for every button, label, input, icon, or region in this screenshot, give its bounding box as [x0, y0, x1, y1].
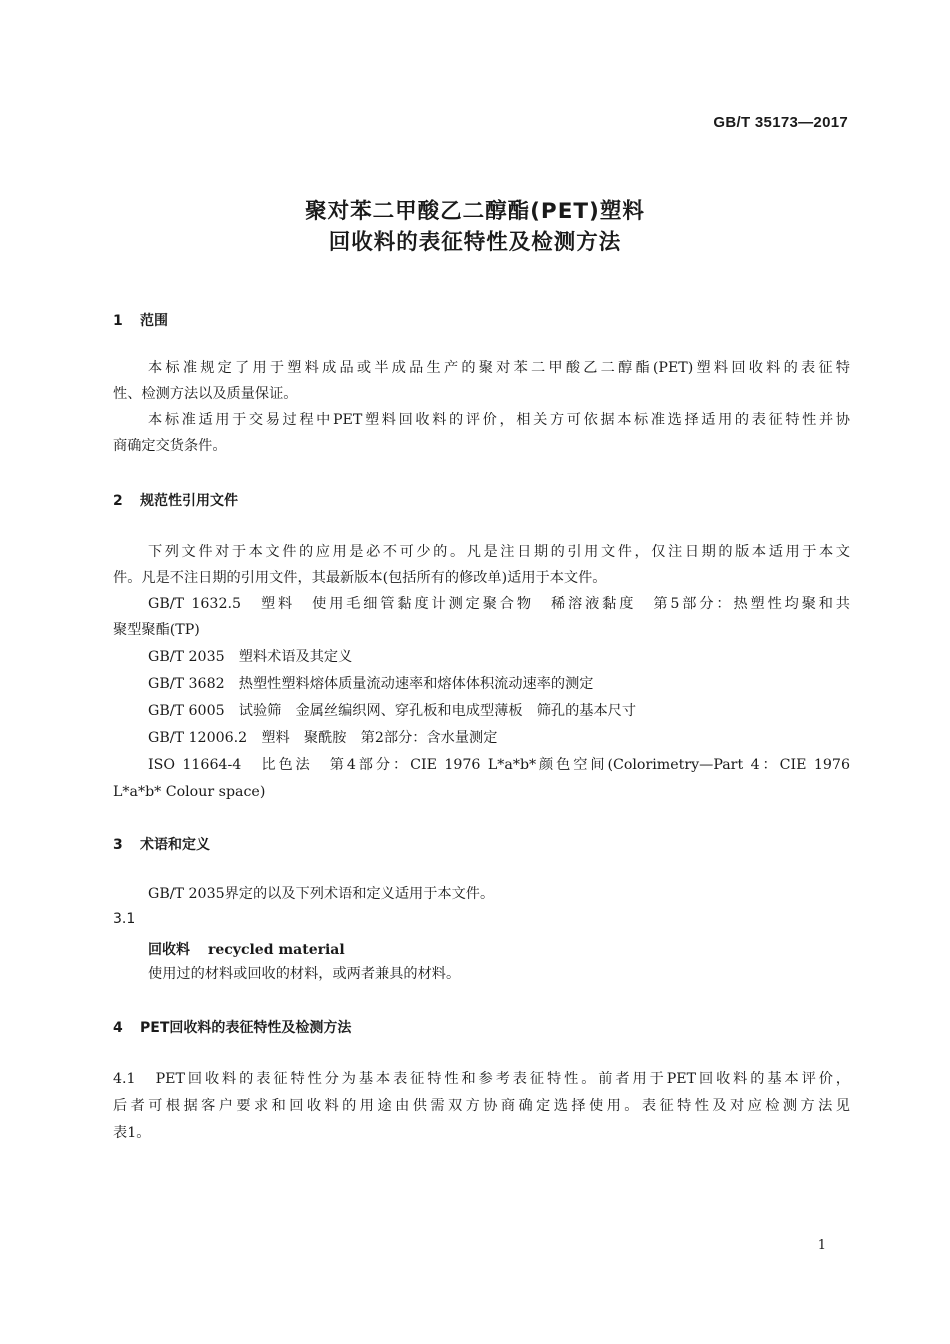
paragraph-line: 性、检测方法以及质量保证。 [113, 386, 298, 402]
section-3-heading [113, 834, 210, 854]
page-number: 1 [817, 1238, 826, 1253]
term-definition: 使用过的材料或回收的材料，或两者兼具的材料。 [148, 966, 461, 982]
reference-line: GB/T 12006.2 塑料 聚酰胺 第2部分：含水量测定 [148, 730, 498, 746]
section-number: 4 [113, 1020, 123, 1036]
paragraph-line: 4.1 PET回收料的表征特性分为基本表征特性和参考表征特性。前者用于PET回收料的基本评价， [113, 1071, 850, 1087]
term-entry [148, 939, 345, 959]
section-title: 规范性引用文件 [140, 493, 238, 509]
document-title [0, 196, 950, 258]
term-english: recycled material [208, 942, 345, 958]
reference-line: ISO 11664-4 比色法 第4部分：CIE 1976 L*a*b*颜色空间(Colorimetry—Part 4：CIE 1976 [148, 757, 850, 773]
section-title: 术语和定义 [140, 837, 210, 853]
reference-line: GB/T 3682 热塑性塑料熔体质量流动速率和熔体体积流动速率的测定 [148, 676, 594, 692]
title-line-2: 回收料的表征特性及检测方法 [328, 230, 622, 255]
section-2-heading [113, 490, 238, 510]
section-number: 2 [113, 493, 123, 509]
reference-line: L*a*b* Colour space) [113, 784, 266, 800]
reference-line: GB/T 1632.5 塑料 使用毛细管黏度计测定聚合物 稀溶液黏度 第5部分：热塑性均聚和共 [148, 596, 850, 612]
section-title: 范围 [140, 313, 168, 329]
title-line-1: 聚对苯二甲酸乙二醇酯(PET)塑料 [305, 199, 645, 224]
reference-line: 聚型聚酯(TP) [113, 622, 200, 638]
paragraph-line: 本标准适用于交易过程中PET塑料回收料的评价，相关方可依据本标准选择适用的表征特性并协 [148, 412, 850, 428]
section-number: 3 [113, 837, 123, 853]
paragraph-line: 表1。 [113, 1125, 151, 1141]
reference-line: GB/T 6005 试验筛 金属丝编织网、穿孔板和电成型薄板 筛孔的基本尺寸 [148, 703, 637, 719]
paragraph-line: 件。凡是不注日期的引用文件，其最新版本(包括所有的修改单)适用于本文件。 [113, 570, 607, 586]
paragraph-line: GB/T 2035界定的以及下列术语和定义适用于本文件。 [148, 886, 495, 902]
section-4-heading [113, 1017, 351, 1037]
clause-number: 3.1 [113, 911, 136, 927]
section-title: PET回收料的表征特性及检测方法 [140, 1020, 352, 1036]
paragraph-line: 本标准规定了用于塑料成品或半成品生产的聚对苯二甲酸乙二醇酯(PET)塑料回收料的表征特 [148, 360, 850, 376]
standard-code: GB/T 35173—2017 [713, 114, 848, 131]
section-1-heading [113, 310, 168, 330]
reference-line: GB/T 2035 塑料术语及其定义 [148, 649, 353, 665]
term-chinese: 回收料 [148, 942, 190, 958]
paragraph-line: 下列文件对于本文件的应用是必不可少的。凡是注日期的引用文件，仅注日期的版本适用于本文 [148, 544, 850, 560]
section-number: 1 [113, 313, 123, 329]
paragraph-line: 商确定交货条件。 [113, 438, 227, 454]
paragraph-line: 后者可根据客户要求和回收料的用途由供需双方协商确定选择使用。表征特性及对应检测方法见 [113, 1098, 850, 1114]
